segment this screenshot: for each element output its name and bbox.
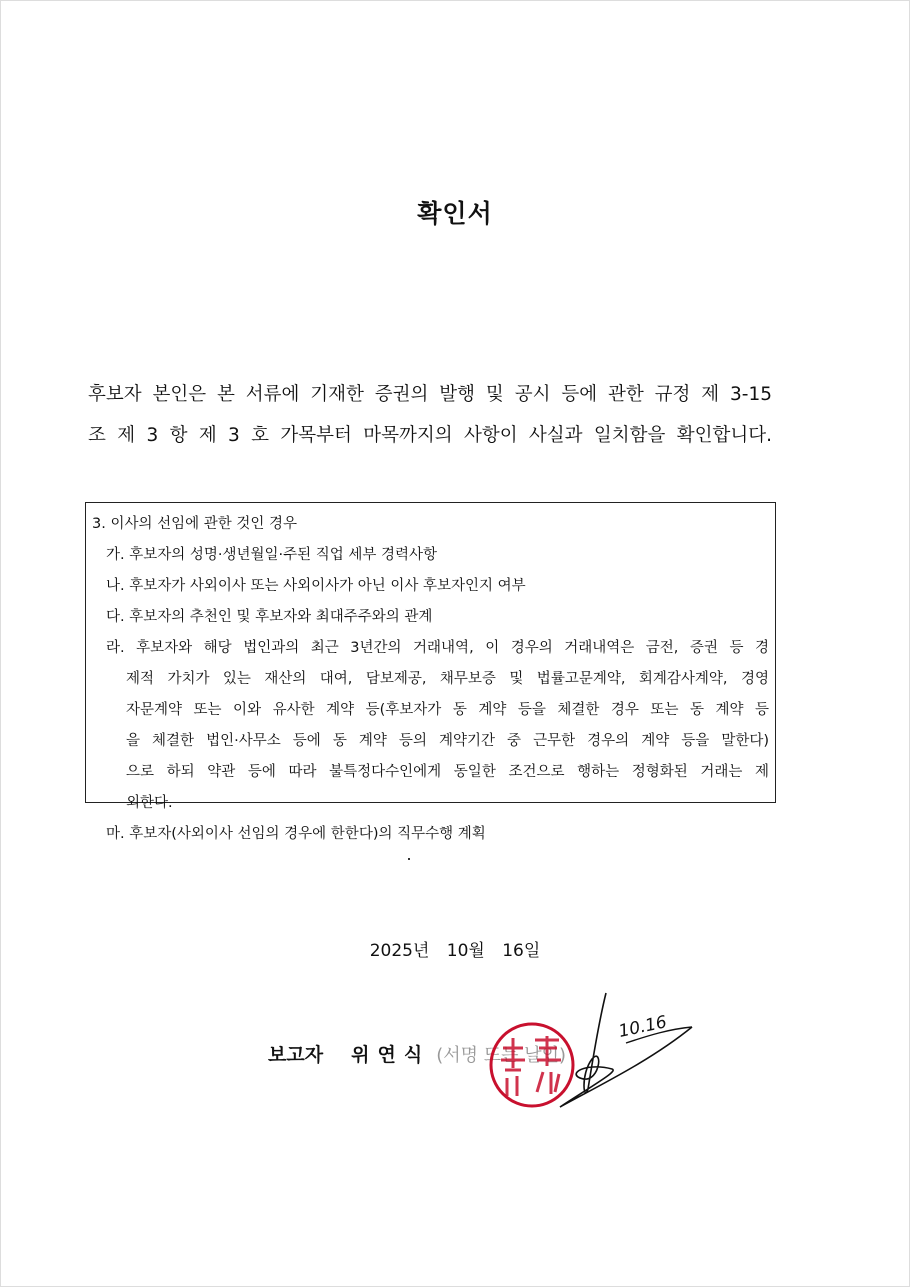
list-item: 나. 후보자가 사외이사 또는 사외이사가 아닌 이사 후보자인지 여부 <box>106 578 526 594</box>
handwritten-signature <box>540 985 710 1115</box>
box-heading: 3. 이사의 선임에 관한 것인 경우 <box>92 516 297 532</box>
list-item-continuation: 제적 가치가 있는 재산의 대여, 담보제공, 채무보증 및 법률고문계약, 회계감사계약, 경영 <box>126 671 769 687</box>
statement-line: 조 제 3 항 제 3 호 가목부터 마목까지의 사항이 사실과 일치함을 확인합니다. <box>88 425 772 446</box>
statement-line: 후보자 본인은 본 서류에 기재한 증권의 발행 및 공시 등에 관한 규정 제 3-15 <box>88 384 772 405</box>
handwritten-date: 10.16 <box>616 1012 669 1042</box>
list-item: 마. 후보자(사외이사 선임의 경우에 한한다)의 직무수행 계획 <box>106 826 486 842</box>
reporter-label: 보고자 <box>268 1044 324 1066</box>
list-item-continuation: 을 체결한 법인·사무소 등에 동 계약 등의 계약기간 중 근무한 경우의 계약 등을 말한다) <box>126 733 769 749</box>
list-item: 가. 후보자의 성명·생년월일·주된 직업 세부 경력사항 <box>106 547 438 563</box>
list-item-continuation: 으로 하되 약관 등에 따라 불특정다수인에게 동일한 조건으로 행하는 정형화된 거래는 제 <box>126 764 769 780</box>
list-item-continuation: 자문계약 또는 이와 유사한 계약 등(후보자가 동 계약 등을 체결한 경우 또는 동 계약 등 <box>126 702 769 718</box>
list-item: 라. 후보자와 해당 법인과의 최근 3년간의 거래내역, 이 경우의 거래내역은 금전, 증권 등 경 <box>106 640 769 656</box>
list-item: 다. 후보자의 추천인 및 후보자와 최대주주와의 관계 <box>106 609 433 625</box>
confirmation-statement <box>88 374 772 456</box>
scan-speck <box>408 858 410 860</box>
list-item-continuation: 외한다. <box>126 795 173 811</box>
items-box <box>85 502 776 842</box>
signature-note: (서명 또는 날인) <box>436 1045 567 1066</box>
document-date: 2025년 10월 16일 <box>369 941 541 961</box>
reporter-name: 위연식 <box>351 1044 431 1066</box>
document-title: 확인서 <box>417 199 493 228</box>
